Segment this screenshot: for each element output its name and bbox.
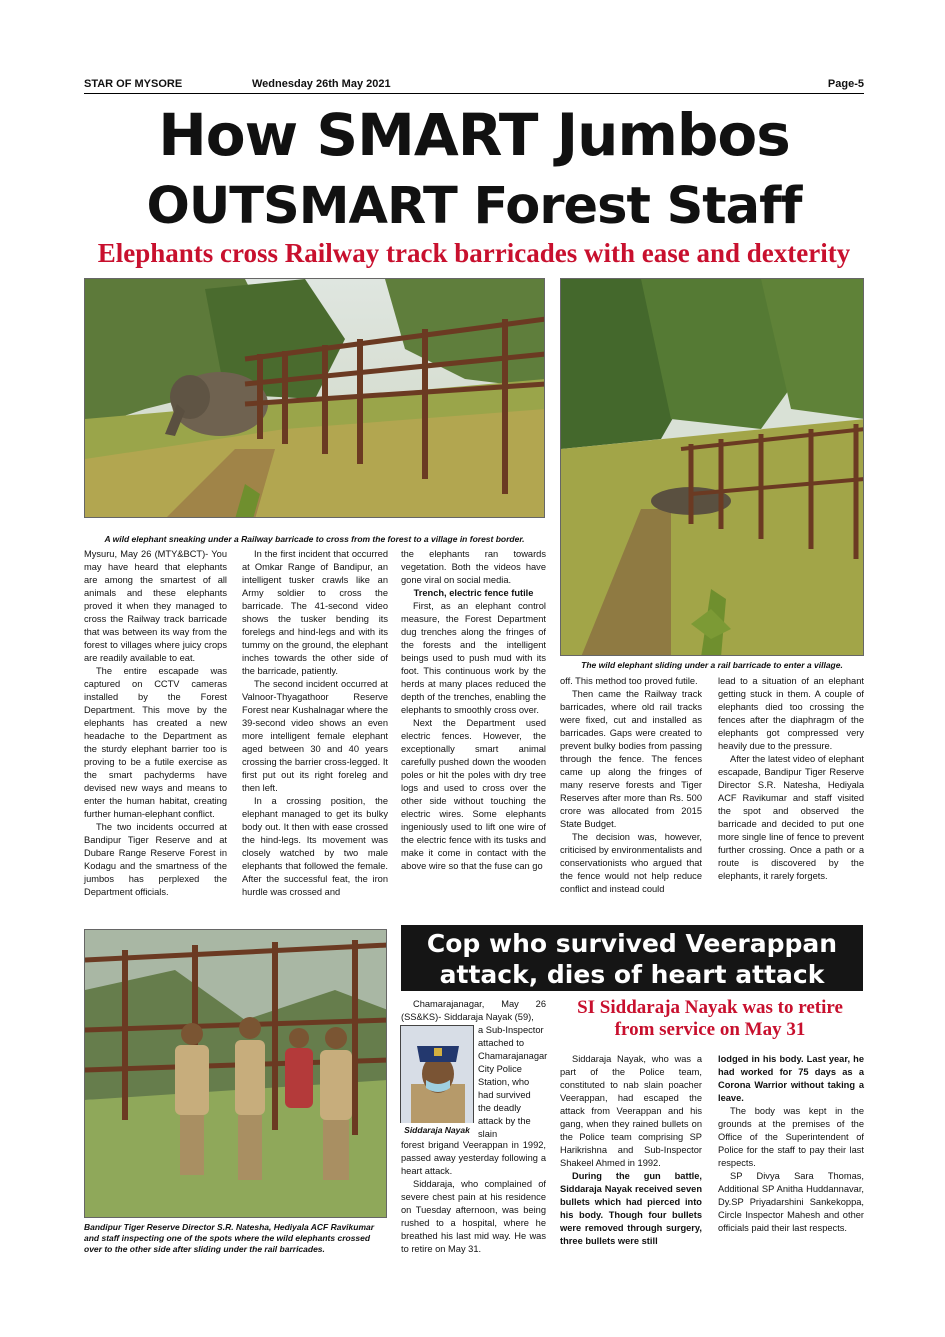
paragraph: In a crossing position, the elephant managed to get its bulky body out. It then with ease crossed the hind-legs. Its movement was closely watched by two male elephants that followed the female. After the successful feat, the iron hurdle was crossed and — [242, 796, 388, 897]
main-story-col1 — [84, 548, 227, 899]
paragraph: Chamarajanagar, May 26 (SS&KS)- Siddaraja Nayak (59), — [401, 999, 546, 1022]
cop-story-col1-top — [401, 998, 546, 1024]
issue-date: Wednesday 26th May 2021 — [252, 78, 391, 90]
paragraph: The decision was, however, criticised by environmentalists and conservationists who argued that the fence would not help reduce conflict and instead could — [560, 832, 702, 894]
cop-headline-line1: Cop who survived Veerappan — [426, 929, 838, 958]
newspaper-name: STAR OF MYSORE — [84, 78, 183, 90]
section-subtitle: Trench, electric fence futile — [413, 588, 534, 598]
paragraph: SP Divya Sara Thomas, Additional SP Anitha Huddannavar, Dy.SP Priyadarshini Sankekoppa, Circle Inspector Mahesh and other officials paid their last respects. — [718, 1171, 864, 1233]
cop-headline-line2: attack, dies of heart attack — [439, 960, 825, 989]
paragraph: After the latest video of elephant escapade, Bandipur Tiger Reserve Director S.R. Natesha, Hediyala ACF Ravikumar and staff visited the spot and observed the barricade and decided to put one more single line of fence to prevent further crossing. Once a path or a route is discovered by the elephants, it rarely forgets. — [718, 754, 864, 881]
masthead-rule — [84, 93, 864, 94]
siddaraja-nayak-portrait — [400, 1025, 474, 1137]
photo3-caption: Bandipur Tiger Reserve Director S.R. Natesha, Hediyala ACF Ravikumar and staff inspecting one of the spots where the wild elephants crossed over to the other side after sliding under the rail barricades. — [84, 1222, 375, 1254]
portrait-caption: Siddaraja Nayak — [400, 1123, 474, 1137]
masthead — [84, 78, 864, 94]
page-number: Page-5 — [827, 78, 864, 90]
paragraph: lodged in his body. Last year, he had worked for 75 days as a Corona Warrior without taking a leave. — [718, 1054, 864, 1103]
paragraph: The body was kept in the grounds at the premises of the Office of the Superintendent of Police for the staff to pay their last respects. — [718, 1106, 864, 1168]
cop-story-col2 — [560, 1053, 702, 1248]
main-story-col5 — [718, 675, 864, 883]
paragraph: a Sub-Inspector attached to Chamarajanagar City Police Station, who had survived the deadly attack by the slain — [478, 1025, 548, 1139]
main-story-col3 — [401, 548, 546, 873]
photo2-caption: The wild elephant sliding under a rail barricade to enter a village. — [581, 660, 843, 670]
elephant-sliding-photo — [560, 278, 864, 656]
paragraph: First, as an elephant control measure, the Forest Department dug trenches along the fringes of the forests and the intelligent beings used to push mud with its foot. This continuous work by the herds at many places reduced the depth of the trenches, enabling the elephants to smoothly cross over. — [401, 601, 546, 715]
cop-story-col1-beside — [478, 1024, 546, 1141]
paragraph: Siddaraja, who complained of severe chest pain at his residence on Tuesday afternoon, was being rushed to a hospital, where he breathed his last mid way. He was to retire on May 31. — [401, 1179, 546, 1254]
cop-story-headline — [401, 925, 863, 991]
paragraph: Next the Department used electric fences. However, the exceptionally smart animal carefully pushed down the wooden poles or hit the poles with dry tree logs and used to cross over the other side without touching the electric wires. Some elephants ingeniously used to lift one wire of the electric fence with its tusks and make it come in contact with the above wire so that the fuse can go — [401, 718, 546, 871]
paragraph: Mysuru, May 26 (MTY&BCT)- You may have heard that elephants are among the smartest of all animals and these elephants proved it when they managed to cross the Railway track barricade that was between its way from the forest to villages where juicy crops are readily available to eat. — [84, 549, 227, 663]
elephant-crawling-photo — [84, 278, 545, 518]
paragraph: forest brigand Veerappan in 1992, passed away yesterday following a heart attack. — [401, 1140, 546, 1176]
main-headline-line1: How SMART Jumbos — [158, 101, 790, 169]
paragraph: off. This method too proved futile. — [560, 676, 698, 686]
paragraph: The entire escapade was captured on CCTV cameras installed by the Forest Department. This move by the elephants has created a new headache to the Department as the sturdy elephant barrier too is proving to be a futile exercise as the smart pachyderms have devised new ways and means to enter the human habitat, creating further human-elephant conflict. — [84, 666, 227, 819]
paragraph: lead to a situation of an elephant getting stuck in them. A couple of elephants died too crossing the fences after the diaphragm of the elephants got compressed very heavily due to the pressure. — [718, 676, 864, 751]
cop-story-col1-bottom — [401, 1139, 546, 1256]
main-story-col4 — [560, 675, 702, 896]
cop-story-col3 — [718, 1053, 864, 1235]
cop-story-subheadline: SI Siddaraja Nayak was to retire from service on May 31 — [577, 997, 843, 1040]
main-subheadline: Elephants cross Railway track barricades with ease and dexterity — [97, 238, 851, 268]
officials-inspecting-photo — [84, 929, 387, 1218]
paragraph: The two incidents occurred at Bandipur Tiger Reserve and at Dubare Range Reserve Forest in Kodagu and the smartness of the jumbos has perplexed the Department officials. — [84, 822, 227, 897]
photo1-caption: A wild elephant sneaking under a Railway barricade to cross from the forest to a village in forest border. — [104, 534, 525, 544]
main-headline-line2: OUTSMART Forest Staff — [146, 177, 802, 236]
paragraph: In the first incident that occurred at Omkar Range of Bandipur, an intelligent tusker crawls like an Army soldier to cross the barricade. The 41-second video shows the tusker bending its forelegs and hind-legs and with its tummy on the ground, the elephant inches towards the other side of the barricade, patiently. — [242, 549, 388, 676]
paragraph: the elephants ran towards vegetation. Both the videos have gone viral on social media. — [401, 549, 546, 585]
paragraph: Siddaraja Nayak, who was a part of the Police team, constituted to nab slain poacher Veerappan, had escaped the attack from Veerappan and his gang, when they rained bullets on the Police team comprising SP Harikrishna and Sub-Inspector Shakeel Ahmed in 1992. — [560, 1054, 702, 1168]
paragraph: During the gun battle, Siddaraja Nayak received seven bullets which had pierced into his body. Though four bullets were removed through surgery, three bullets were still — [560, 1171, 702, 1246]
main-story-col2 — [242, 548, 388, 899]
paragraph: The second incident occurred at Valnoor-Thyagathoor Reserve Forest near Kushalnagar where the 39-second video shows an even more intelligent female elephant aged between 30 and 40 years crossing the barrier cross-legged. It first put out its right foreleg and then left. — [242, 679, 388, 793]
paragraph: Then came the Railway track barricades, where old rail tracks were fixed, cut and installed as barricades. Gaps were created to prevent bulky bodies from passing through the fence. The fences came up along the fringes of many reserve forests and Tiger Reserves after more than Rs. 500 crore was allocated from 2015 State Budget. — [560, 689, 702, 829]
